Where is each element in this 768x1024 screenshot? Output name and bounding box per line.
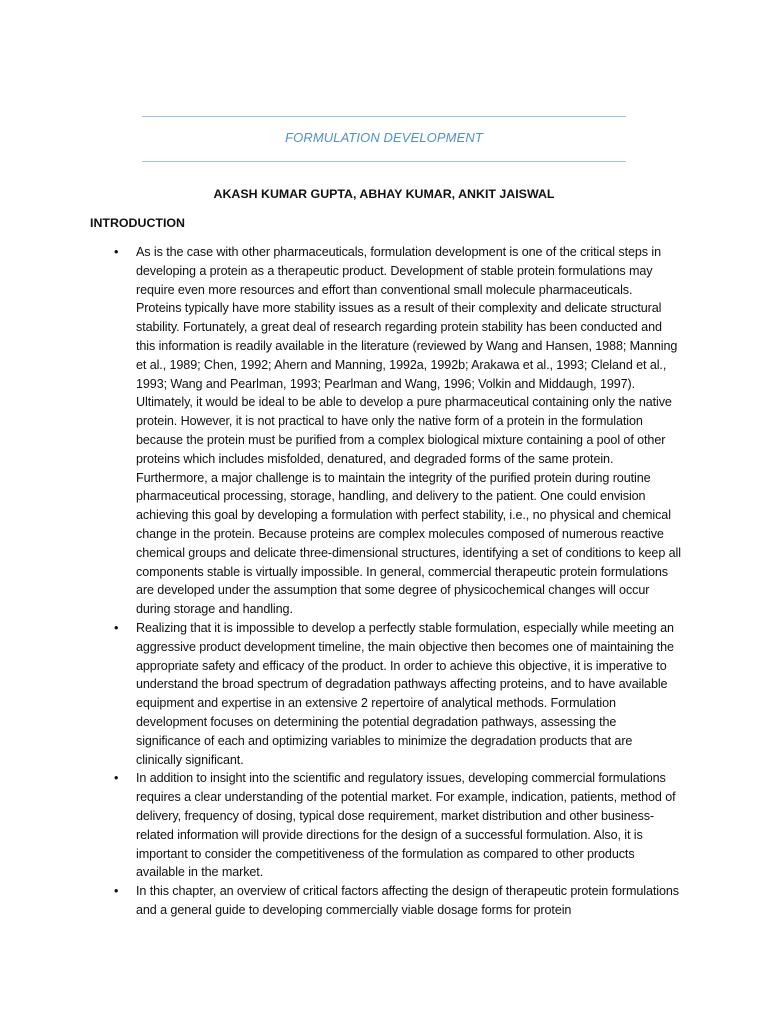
list-item [0,619,681,769]
paragraph-text: In this chapter, an overview of critical factors affecting the design of therapeutic protein formulations and a general guide to developing commercially viable dosage forms for protein [136,884,679,917]
author-list: AKASH KUMAR GUPTA, ABHAY KUMAR, ANKIT JAISWAL [213,187,555,201]
bullet-icon: • [114,245,119,259]
title-bottom-rule [142,161,626,162]
list-item [0,243,681,619]
paragraph-text: As is the case with other pharmaceuticals, formulation development is one of the critical steps in developing a protein as a therapeutic product. Development of stable protein formulations may require even more resources and effort than conventional small molecule pharmaceuticals. Proteins typically have more stability issues as a result of their complexity and delicate structural stability. Fortunately, a great deal of research regarding protein stability has been conducted and this information is readily available in the literature (reviewed by Wang and Hansen, 1988; Manning et al., 1989; Chen, 1992; Ahern and Manning, 1992a, 1992b; Arakawa et al., 1993; Cleland et al., 1993; Wang and Pearlman, 1993; Pearlman and Wang, 1996; Volkin and Middaugh, 1997). Ultimately, it would be ideal to be able to develop a pure pharmaceutical containing only the native protein. However, it is not practical to have only the native form of a protein in the formulation because the protein must be purified from a complex biological mixture containing a pool of other proteins which includes misfolded, denatured, and degraded forms of the same protein. Furthermore, a major challenge is to maintain the integrity of the purified protein during routine pharmaceutical processing, storage, handling, and delivery to the patient. One could envision achieving this goal by developing a formulation with perfect stability, i.e., no physical and chemical change in the protein. Because proteins are complex molecules composed of numerous reactive chemical groups and delicate three-dimensional structures, identifying a set of conditions to keep all components stable is virtually impossible. In general, commercial therapeutic protein formulations are developed under the assumption that some degree of physicochemical changes will occur during storage and handling. [136,245,681,617]
paragraph-text: In addition to insight into the scientific and regulatory issues, developing commercial formulations requires a clear understanding of the potential market. For example, indication, patients, method of delivery, frequency of dosing, typical dose requirement, market distribution and other business-related information will provide directions for the design of a successful formulation. Also, it is important to consider the competitiveness of the formulation as compared to other products available in the market. [136,771,676,880]
bullet-icon: • [114,884,119,899]
paragraph-text: Realizing that it is impossible to develop a perfectly stable formulation, especially while meeting an aggressive product development timeline, the main objective then becomes one of maintaining the appropriate safety and efficacy of the product. In order to achieve this objective, it is imperative to understand the broad spectrum of degradation pathways affecting proteins, and to have available equipment and expertise in an extensive 2 repertoire of analytical methods. Formulation development focuses on determining the potential degradation pathways, assessing the significance of each and optimizing variables to minimize the degradation products that are clinically significant. [136,620,674,767]
list-item [0,769,681,882]
bullet-icon: • [114,620,119,635]
bullet-list [0,243,681,920]
title-top-rule [142,116,626,117]
list-item [0,882,681,920]
section-heading-introduction: INTRODUCTION [90,216,185,230]
document-title: FORMULATION DEVELOPMENT [285,130,483,145]
bullet-icon: • [114,771,119,786]
